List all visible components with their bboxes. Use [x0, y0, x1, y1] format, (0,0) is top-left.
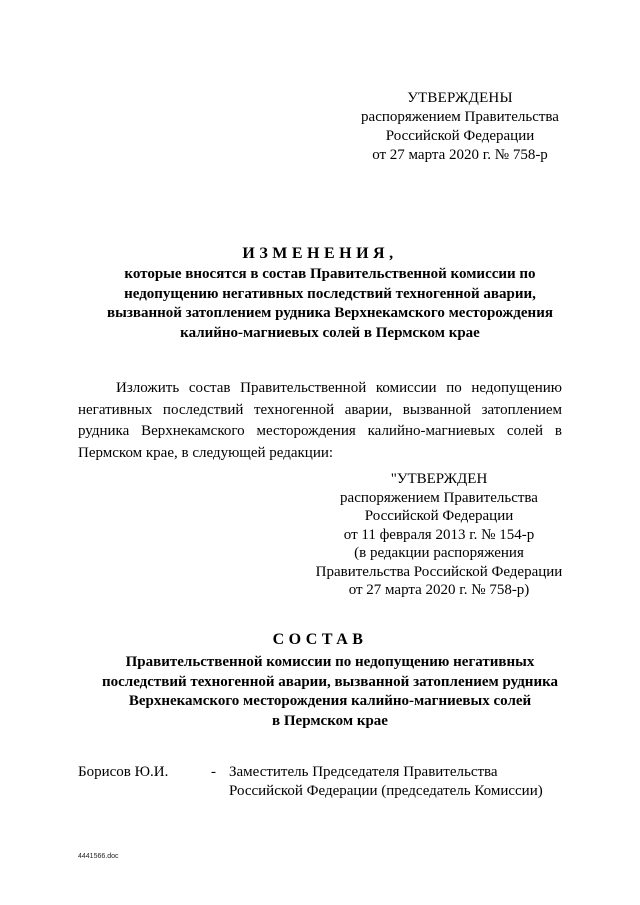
approval-line: Российской Федерации: [385, 128, 535, 144]
member-entry: [78, 763, 578, 803]
member-role: [229, 763, 569, 801]
changes-subtitle-line: вызванной затоплением рудника Верхнекамского месторождения: [107, 305, 553, 321]
inner-approval-date: от 27 марта 2020 г. № 758-р): [348, 582, 530, 598]
changes-subtitle-line: которые вносятся в состав Правительственной комиссии по: [124, 266, 536, 282]
inner-approval-line: Российской Федерации: [364, 508, 514, 524]
member-name: Борисов Ю.И.: [78, 764, 169, 780]
approval-line: распоряжением Правительства: [361, 109, 559, 125]
composition-subtitle-line: Правительственной комиссии по недопущению негативных: [125, 654, 535, 670]
changes-subtitle: [80, 265, 580, 343]
inner-approval-line: (в редакции распоряжения: [354, 545, 524, 561]
inner-approval-stamp: [302, 470, 576, 600]
document-id: 4441566.doc: [78, 853, 119, 860]
composition-subtitle-line: в Пермском крае: [272, 712, 388, 729]
body-paragraph-text: Изложить состав Правительственной комиссии по недопущению негативных последствий техногенной аварии, вызванной затоплением рудника Верхнекамского месторождения калийно-магниевых солей в Пермском крае, в следующей редакции:: [78, 380, 562, 461]
inner-approval-title: "УТВЕРЖДЕН: [390, 471, 488, 487]
composition-title: СОСТАВ: [272, 631, 368, 648]
composition-subtitle-line: Верхнекамского месторождения калийно-магниевых солей: [128, 693, 532, 709]
composition-subtitle-line: последствий техногенной аварии, вызванной затоплением рудника: [101, 673, 558, 690]
approval-stamp: [330, 89, 590, 165]
composition-subtitle: [80, 653, 580, 731]
inner-approval-line: распоряжением Правительства: [340, 489, 538, 506]
inner-approval-date: от 11 февраля 2013 г. № 154-р: [343, 526, 535, 543]
changes-subtitle-line: недопущению негативных последствий техногенной аварии,: [124, 285, 536, 302]
member-dash: -: [211, 764, 216, 780]
member-role-line: Российской Федерации (председатель Комиссии): [229, 783, 543, 799]
approval-date: от 27 марта 2020 г. № 758-р: [372, 147, 548, 163]
inner-approval-line: Правительства Российской Федерации: [315, 563, 563, 580]
approval-title: УТВЕРЖДЕНЫ: [407, 90, 513, 106]
changes-subtitle-line: калийно-магниевых солей в Пермском крае: [180, 324, 480, 341]
member-role-line: Заместитель Председателя Правительства: [229, 764, 498, 780]
changes-title: ИЗМЕНЕНИЯ,: [242, 245, 398, 262]
body-paragraph: [78, 378, 562, 464]
